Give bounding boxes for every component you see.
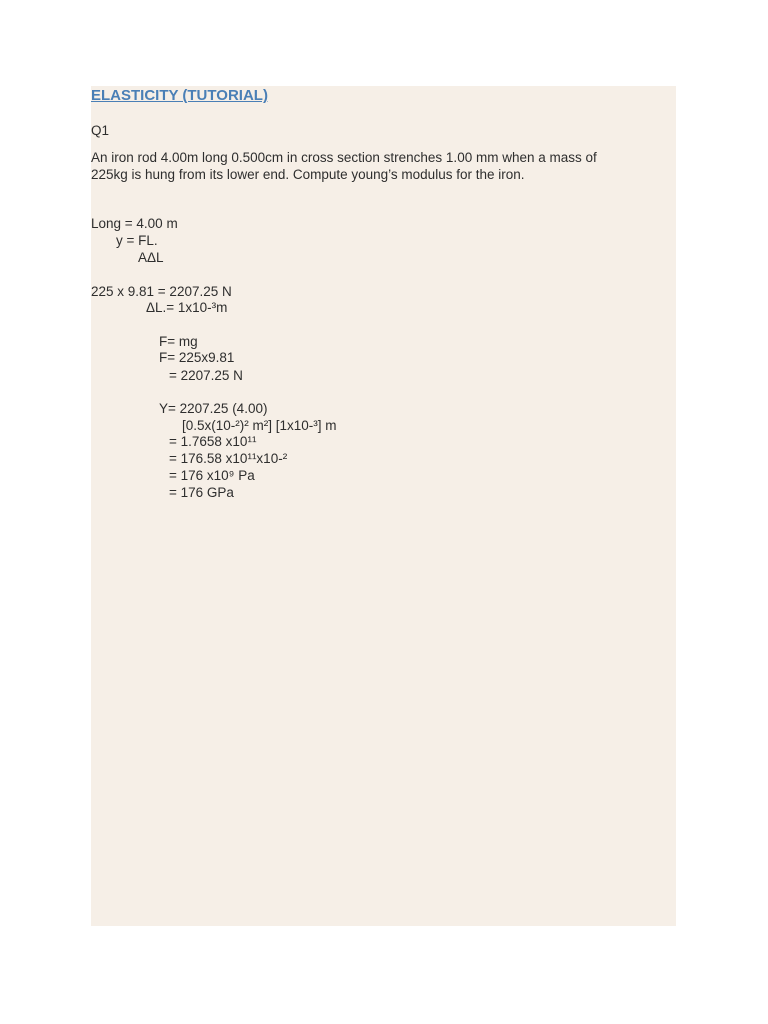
problem-statement — [91, 149, 681, 183]
solution-delta-l: ΔL.= 1x10-³m — [146, 300, 228, 315]
solution-y-denominator-value: [0.5x(10-²)² m²] [1x10-³] m — [182, 418, 337, 433]
solution-step-4: = 176 GPa — [169, 485, 234, 500]
solution-y-numerator: Y= 2207.25 (4.00) — [159, 401, 268, 416]
solution-f-mg: F= mg — [159, 334, 198, 349]
solution-y-formula: y = FL. — [116, 233, 158, 248]
solution-long: Long = 4.00 m — [91, 216, 178, 231]
problem-line-2: 225kg is hung from its lower end. Compute young’s modulus for the iron. — [91, 167, 525, 182]
solution-weight: 225 x 9.81 = 2207.25 N — [91, 284, 232, 299]
document-title: ELASTICITY (TUTORIAL) — [91, 87, 268, 104]
solution-f-product: F= 225x9.81 — [159, 350, 235, 365]
document-page — [91, 86, 676, 926]
solution-f-result: = 2207.25 N — [169, 368, 243, 383]
solution-y-denominator: AΔL — [138, 250, 164, 265]
solution-step-2: = 176.58 x10¹¹x10-² — [169, 451, 288, 466]
question-label: Q1 — [91, 123, 110, 138]
problem-line-1: An iron rod 4.00m long 0.500cm in cross section strenches 1.00 mm when a mass of — [91, 150, 597, 165]
solution-step-3: = 176 x10⁹ Pa — [169, 468, 255, 483]
solution-step-1: = 1.7658 x10¹¹ — [169, 434, 257, 449]
